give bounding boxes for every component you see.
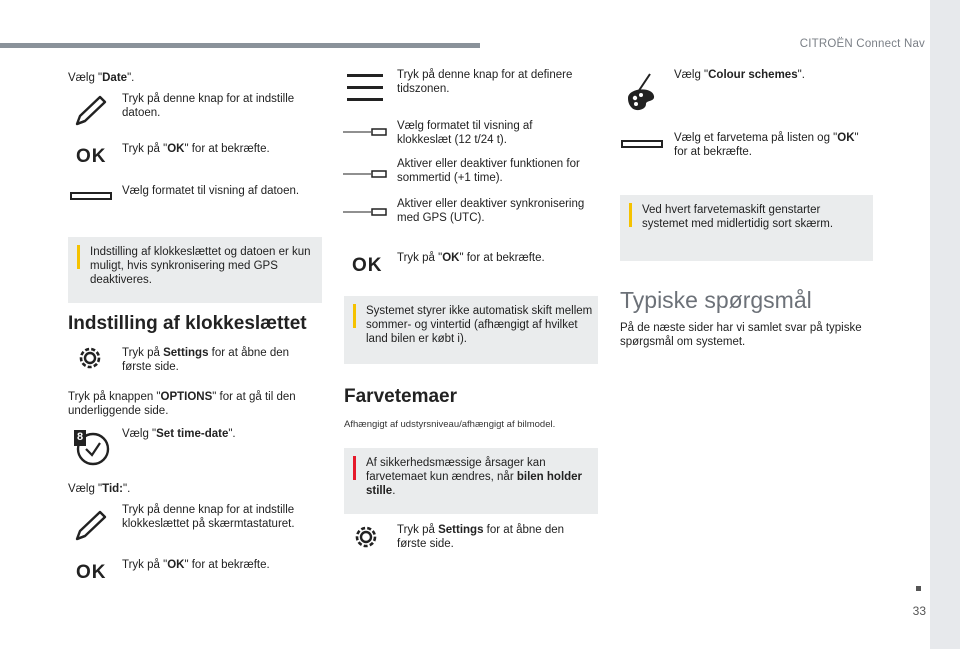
format-list-icon <box>70 192 112 200</box>
clock-icon <box>72 428 112 466</box>
info-icon <box>629 203 632 227</box>
info-icon <box>77 245 80 269</box>
palette-icon <box>622 72 662 114</box>
format12-instruction: Vælg formatet til visning af klokkeslæt (12 t/24 t). <box>397 120 533 146</box>
pen-icon <box>74 510 108 542</box>
section-heading: Indstilling af klokkeslættet <box>68 313 307 334</box>
ok-icon: OK <box>76 562 107 583</box>
ok-icon: OK <box>76 146 107 167</box>
theme-list-icon <box>621 140 663 148</box>
page-number: 33 <box>912 604 926 618</box>
section-heading: Farvetemaer <box>344 386 458 407</box>
pen-icon <box>74 95 108 127</box>
select-date-instruction: Vælg "Date". <box>68 72 135 84</box>
header-rule <box>0 43 480 48</box>
toggle-switch-icon <box>343 128 387 136</box>
ok-instruction: Tryk på "OK" for at bekræfte. <box>122 143 270 155</box>
settings-gear-icon <box>353 524 379 550</box>
faq-intro: På de næste sider har vi samlet svar på typiske spørgsmål om systemet. <box>620 322 862 348</box>
brand-title: CITROËN Connect Nav <box>799 38 925 50</box>
pen-instruction: Tryk på denne knap for at indstille datoen. <box>122 93 295 119</box>
set-time-instruction: Vælg "Set time-date". <box>122 428 236 440</box>
settings-gear-icon <box>77 345 103 371</box>
settings-instruction: Tryk på Settings for at åbne den første side. <box>122 347 290 373</box>
info-note <box>620 195 873 261</box>
warning-note <box>344 448 598 514</box>
info-note-text: Ved hvert farvetemaskift genstarter systemet med midlertidig sort skærm. <box>642 204 834 230</box>
select-time-instruction: Vælg "Tid:". <box>68 483 131 495</box>
section-subtitle: Afhængigt af udstyrsniveau/afhængigt af bilmodel. <box>344 419 556 430</box>
timezone-instruction: Tryk på denne knap for at definere tidszonen. <box>397 69 573 95</box>
timezone-menu-icon <box>347 72 383 104</box>
pen-time-instruction: Tryk på denne knap for at indstille klokkeslættet på skærmtastaturet. <box>122 504 295 530</box>
info-note <box>68 237 322 303</box>
summertime-instruction: Aktiver eller deaktiver funktionen for sommertid (+1 time). <box>397 158 580 184</box>
options-instruction: Tryk på knappen "OPTIONS" for at gå til den underliggende side. <box>68 391 296 417</box>
ok-instruction: Tryk på "OK" for at bekræfte. <box>397 252 545 264</box>
info-note <box>344 296 598 364</box>
ok-instruction: Tryk på "OK" for at bekræfte. <box>122 559 270 571</box>
section-heading: Typiske spørgsmål <box>620 287 812 313</box>
continue-marker <box>916 586 921 591</box>
page-side-strip <box>930 0 960 649</box>
warning-note-text: Af sikkerhedsmæssige årsager kan farvetemaet kun ændres, når bilen holder stille. <box>366 457 583 497</box>
gps-instruction: Aktiver eller deaktiver synkronisering med GPS (UTC). <box>397 198 585 224</box>
toggle-switch-icon <box>343 208 387 216</box>
settings-instruction: Tryk på Settings for at åbne den første side. <box>397 524 565 550</box>
info-note-text: Indstilling af klokkeslættet og datoen er kun muligt, hvis synkronisering med GPS deaktiveres. <box>90 246 311 286</box>
info-icon <box>353 304 356 328</box>
toggle-switch-icon <box>343 170 387 178</box>
ok-icon: OK <box>352 255 383 276</box>
warning-icon <box>353 456 356 480</box>
colour-scheme-instruction: Vælg "Colour schemes". <box>674 69 805 81</box>
badge-number: 8 <box>76 431 84 443</box>
theme-list-instruction: Vælg et farvetema på listen og "OK" for at bekræfte. <box>674 132 859 158</box>
format-instruction: Vælg formatet til visning af datoen. <box>122 185 300 197</box>
info-note-text: Systemet styrer ikke automatisk skift mellem sommer- og vintertid (afhængigt af hvilket land bilen er købt i). <box>366 305 593 345</box>
